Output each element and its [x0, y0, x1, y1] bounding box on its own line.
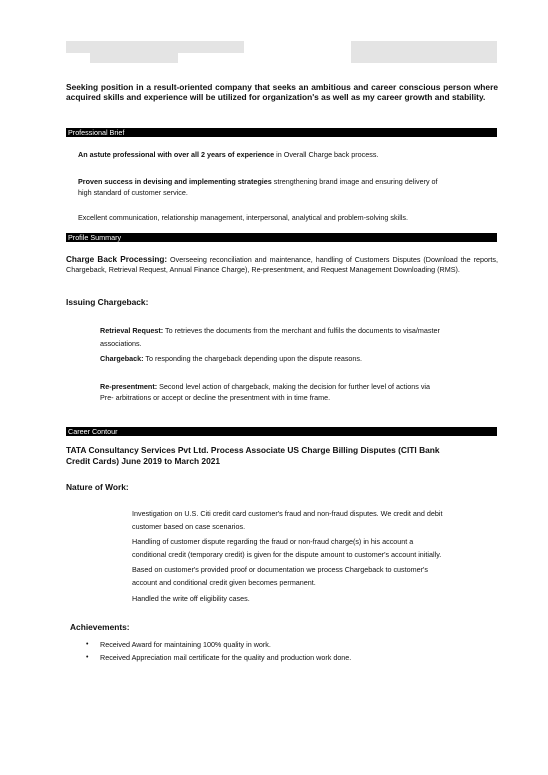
issuing-item-text: To responding the chargeback depending upon the dispute reasons. — [143, 354, 362, 363]
brief-item-text: high standard of customer service. — [78, 188, 188, 197]
brief-item-bold: An astute professional with over all 2 years of experience — [78, 150, 275, 159]
issuing-item-text: To retrieves the documents from the merchant and fulfils the documents to visa/master — [163, 326, 440, 335]
brief-item-bold: Proven success in devising and implementing strategies — [78, 177, 272, 186]
work-item-text: account and conditional credit given becomes permanent. — [132, 578, 316, 587]
career-objective: Seeking position in a result-oriented company that seeks an ambitious and career conscious person where acquired skills and experience will be utilized for organization's as well as my career growth and stability. — [66, 82, 498, 103]
achievement-text: Received Award for maintaining 100% quality in work. — [100, 640, 271, 649]
company-line-1: TATA Consultancy Services Pvt Ltd. Process Associate US Charge Billing Disputes (CITI Bank — [66, 445, 440, 455]
chargeback-processing-label: Charge Back Processing: — [66, 255, 168, 264]
redacted-name-block-lower — [90, 53, 178, 63]
brief-item-text: in Overall Charge back process. — [274, 150, 379, 159]
brief-item-text: Excellent communication, relationship management, interpersonal, analytical and problem-solving skills. — [78, 213, 408, 222]
round-bullet-icon: • — [86, 641, 89, 648]
achievement-text: Received Appreciation mail certificate for the quality and production work done. — [100, 653, 352, 662]
issuing-item-retrieval-line2 — [100, 338, 142, 350]
work-item-investigation-line2 — [132, 521, 245, 533]
issuing-item-text: Pre- arbitrations or accept or decline the presentment with in time frame. — [100, 393, 331, 402]
work-item-text: Investigation on U.S. Citi credit card customer's fraud and non-fraud disputes. We credit and debit — [132, 509, 443, 518]
redacted-name-block — [66, 41, 244, 53]
issuing-item-label: Re-presentment: — [100, 382, 158, 391]
section-title: Career Contour — [68, 427, 118, 436]
work-item-proof-line2 — [132, 577, 316, 589]
chargeback-processing-text: Overseeing reconciliation and maintenance, handling of Customers Disputes (Download the reports, Chargeback, Retrieval Request, Annual Finance Charge), Re-presentment, and Request Management Downloading (RMS). — [66, 255, 498, 274]
section-title: Profile Summary — [68, 233, 122, 242]
achievements-heading: Achievements: — [70, 622, 130, 632]
redacted-contact-block-lower — [351, 53, 497, 63]
redacted-contact-block — [351, 41, 497, 53]
work-item-text: Handled the write off eligibility cases. — [132, 594, 250, 603]
issuing-item-text: Second level action of chargeback, making the decision for further level of actions via — [157, 382, 431, 391]
section-bar-professional-brief — [66, 128, 497, 137]
section-title: Professional Brief — [68, 128, 125, 137]
issuing-chargeback-heading: Issuing Chargeback: — [66, 297, 149, 307]
chargeback-processing-paragraph — [66, 255, 498, 274]
section-bar-career-contour — [66, 427, 497, 436]
issuing-item-chargeback — [86, 353, 498, 365]
work-item-text: customer based on case scenarios. — [132, 522, 246, 531]
brief-item-strategies-line2 — [78, 187, 188, 198]
issuing-item-text: associations. — [100, 339, 142, 348]
section-bar-profile-summary — [66, 233, 497, 242]
brief-item-skills — [66, 212, 498, 223]
issuing-item-representment-line2 — [100, 392, 330, 404]
work-item-text: Handling of customer dispute regarding the fraud or non-fraud charge(s) in his account a — [132, 537, 414, 546]
brief-item-experience — [66, 149, 498, 160]
issuing-item-label: Chargeback: — [100, 354, 144, 363]
issuing-item-retrieval — [86, 325, 498, 337]
nature-of-work-heading: Nature of Work: — [66, 482, 129, 492]
brief-item-text: strengthening brand image and ensuring delivery of — [271, 177, 438, 186]
round-bullet-icon: • — [86, 654, 89, 661]
work-item-text: Based on customer's provided proof or documentation we process Chargeback to customer's — [132, 565, 428, 574]
work-item-text: conditional credit (temporary credit) is given for the dispute amount to customer's account initially. — [132, 550, 442, 559]
work-item-handling-line2 — [132, 549, 441, 561]
company-line-2: Credit Cards) June 2019 to March 2021 — [66, 456, 221, 466]
issuing-item-label: Retrieval Request: — [100, 326, 164, 335]
